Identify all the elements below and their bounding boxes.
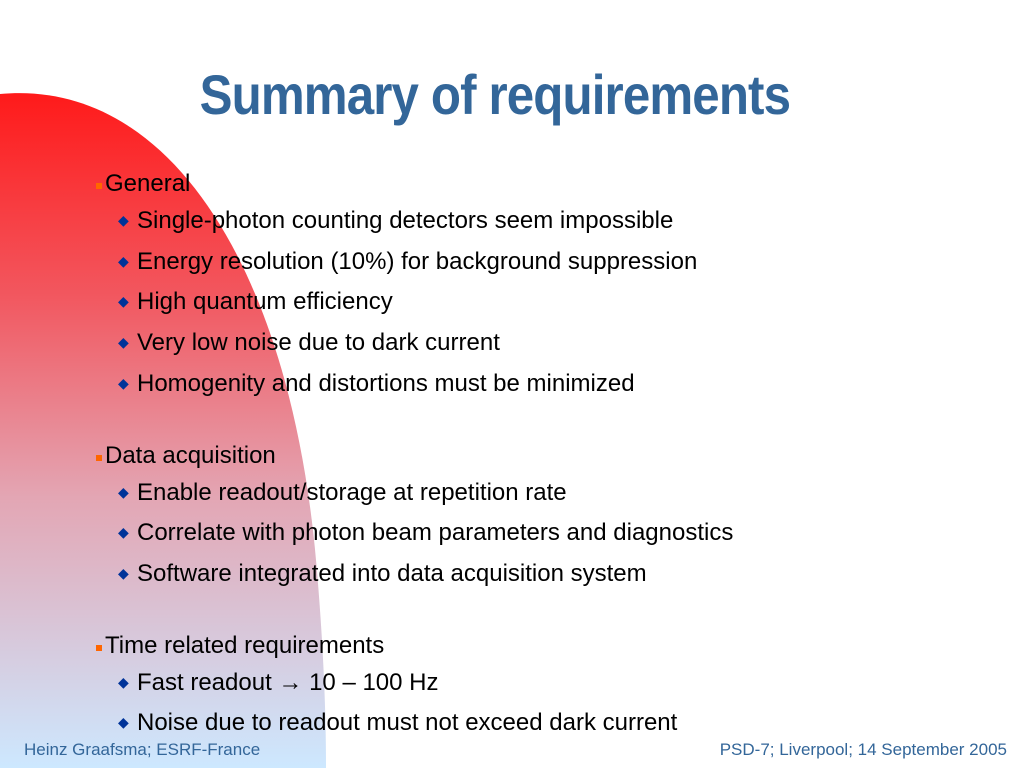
diamond-bullet-icon: ◆	[118, 714, 129, 731]
list-item-text: Energy resolution (10%) for background suppression	[137, 247, 698, 275]
list-item-text: Enable readout/storage at repetition rate	[137, 478, 567, 506]
list-item	[118, 555, 733, 596]
list-item	[118, 474, 733, 515]
diamond-bullet-icon: ◆	[118, 334, 129, 351]
square-bullet-icon	[96, 183, 102, 189]
list-item	[118, 324, 733, 365]
list-item-text: Very low noise due to dark current	[137, 329, 500, 357]
footer-event: PSD-7; Liverpool; 14 September 2005	[719, 740, 1007, 759]
list-item-text: Noise due to readout must not exceed dark current	[137, 709, 678, 737]
requirements-list	[96, 165, 733, 745]
list-item-text: Correlate with photon beam parameters and diagnostics	[137, 519, 734, 547]
list-item	[118, 664, 733, 705]
diamond-bullet-icon: ◆	[118, 212, 129, 228]
section-heading-text: Time related requirements	[105, 631, 385, 659]
footer-author: Heinz Graafsma; ESRF-France	[24, 740, 261, 759]
section-heading	[96, 627, 733, 664]
list-item-text: Software integrated into data acquisition system	[137, 559, 647, 587]
square-bullet-icon	[96, 645, 102, 651]
diamond-bullet-icon: ◆	[118, 252, 129, 269]
diamond-bullet-icon: ◆	[118, 374, 129, 391]
slide-title: Summary of requirements	[199, 63, 791, 126]
section-heading-text: Data acquisition	[105, 441, 276, 469]
diamond-bullet-icon: ◆	[118, 524, 129, 541]
section-heading	[96, 165, 733, 202]
list-item	[118, 704, 733, 745]
section-time-requirements	[96, 627, 733, 745]
list-item	[118, 243, 733, 284]
diamond-bullet-icon: ◆	[118, 293, 129, 310]
square-bullet-icon	[96, 455, 102, 461]
section-general	[96, 165, 733, 406]
list-item-text: High quantum efficiency	[137, 288, 393, 316]
list-item-text: Fast readout → 10 – 100 Hz	[137, 668, 439, 696]
list-item-text: Single-photon counting detectors seem impossible	[137, 207, 674, 234]
section-data-acquisition	[96, 437, 733, 596]
list-item	[118, 202, 733, 243]
list-item	[118, 365, 733, 406]
diamond-bullet-icon: ◆	[118, 483, 129, 500]
diamond-bullet-icon: ◆	[118, 673, 129, 690]
list-item	[118, 514, 733, 555]
list-item	[118, 283, 733, 324]
section-heading-text: General	[105, 170, 191, 197]
section-heading	[96, 437, 733, 474]
list-item-text: Homogenity and distortions must be minimized	[137, 369, 635, 397]
diamond-bullet-icon: ◆	[118, 564, 129, 581]
